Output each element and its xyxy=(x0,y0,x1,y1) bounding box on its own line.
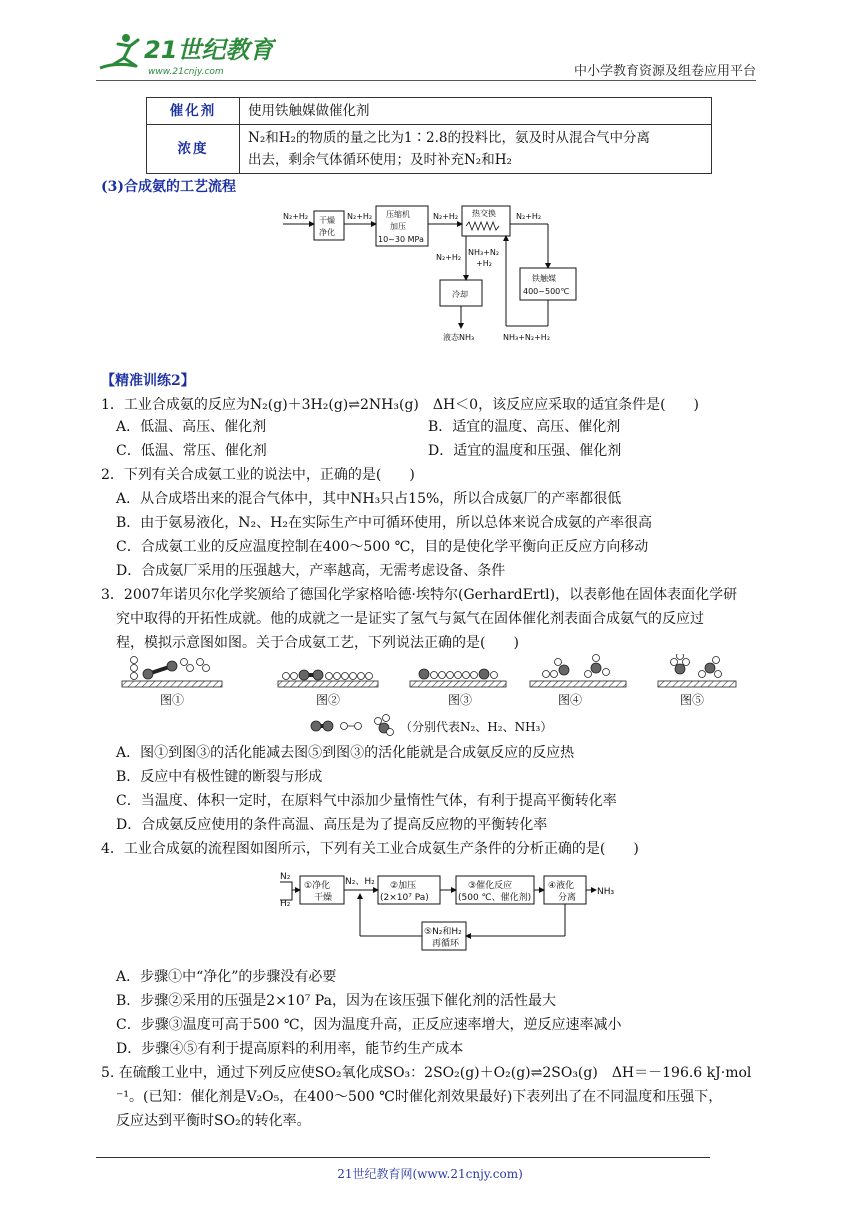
flow-label: N₂+H₂ xyxy=(436,253,462,262)
flow-label: 加压 xyxy=(390,222,406,231)
flow-label: ⑤N₂和H₂ xyxy=(424,927,462,937)
svg-text:21世纪教育: 21世纪教育 xyxy=(144,36,274,64)
q4-option-b[interactable]: B．步骤②采用的压强是2×10⁷ Pa，因为在该压强下催化剂的活性最大 xyxy=(116,993,556,1009)
question-3-stem: 3．2007年诺贝尔化学奖颁给了德国化学家格哈德·埃特尔(GerhardErtl)，以表彰他在固体表面化学研 xyxy=(101,587,738,603)
flow-label: ①净化 xyxy=(304,881,331,891)
q3-option-d[interactable]: D．合成氨反应使用的条件高温、高压是为了提高反应物的平衡转化率 xyxy=(116,817,548,833)
flow-label: N₂ xyxy=(280,872,291,882)
section-title: (3)合成氨的工艺流程 xyxy=(101,179,236,195)
flow-label: 干燥 xyxy=(319,216,335,225)
flow-label: 铁触媒 xyxy=(532,274,556,283)
catalyst-surface xyxy=(410,681,506,687)
flow-label: 10~30 MPa xyxy=(378,235,424,244)
flow-label: H₂ xyxy=(280,899,291,909)
flow-label: 热交换 xyxy=(472,209,496,218)
flow-label: 冷却 xyxy=(452,290,468,299)
q1-option-d[interactable]: D．适宜的温度和压强、催化剂 xyxy=(428,443,622,459)
practice-title: 【精准训练2】 xyxy=(101,373,195,389)
question-5-stem: 5. 在硫酸工业中，通过下列反应使SO₂氧化成SO₃：2SO₂(g)＋O₂(g)⇌2SO₃(g) ΔH＝－196.6 kJ·mol xyxy=(101,1065,752,1081)
table-cell-line: N₂和H₂的物质的量之比为1∶2.8的投料比，氨及时从混合气中分离 xyxy=(248,130,650,146)
flow-label: 400~500℃ xyxy=(523,287,570,296)
question-5-stem: ⁻¹。(已知：催化剂是V₂O₅，在400～500 ℃时催化剂效果最好)下表列出了在不同温度和压强下， xyxy=(116,1089,723,1105)
flow-label: N₂+H₂ xyxy=(516,212,542,221)
flow-label: NH₃+N₂+H₂ xyxy=(503,333,551,342)
question-3-stem: 程，模拟示意图如图。关于合成氨工艺，下列说法正确的是( ) xyxy=(116,635,519,651)
flow-label: (2×10⁷ Pa) xyxy=(380,893,429,903)
q4-option-c[interactable]: C．步骤③温度可高于500 ℃，因为温度升高，正反应速率增大，逆反应速率减小 xyxy=(116,1017,622,1033)
table-cell xyxy=(240,125,712,174)
synthesis-flow-diagram xyxy=(270,866,640,956)
flow-label: NH₃+N₂ xyxy=(468,248,500,257)
flow-label: N₂+H₂ xyxy=(433,212,459,221)
flow-label: +H₂ xyxy=(476,259,492,268)
catalyst-surface-figure xyxy=(118,654,742,740)
flow-label: 分离 xyxy=(558,893,577,903)
q2-option-b[interactable]: B．由于氨易液化，N₂、H₂在实际生产中可循环使用，所以总体来说合成氨的产率很高 xyxy=(116,515,652,531)
question-1-stem: 1．工业合成氨的反应为N₂(g)＋3H₂(g)⇌2NH₃(g) ΔH＜0，该反应应采取的适宜条件是( ) xyxy=(101,397,700,413)
table-cell: 使用铁触媒做催化剂 xyxy=(240,98,712,125)
table-row xyxy=(147,98,712,125)
q2-option-a[interactable]: A．从合成塔出来的混合气体中，其中NH₃只占15%，所以合成氨厂的产率都很低 xyxy=(116,491,622,507)
catalyst-surface xyxy=(530,681,626,687)
svg-text:www.21cnjy.com: www.21cnjy.com xyxy=(148,67,224,77)
flow-label: ④液化 xyxy=(548,881,575,891)
q3-option-b[interactable]: B．反应中有极性键的断裂与形成 xyxy=(116,769,323,785)
question-4-stem: 4．工业合成氨的流程图如图所示，下列有关工业合成氨生产条件的分析正确的是( ) xyxy=(101,841,639,857)
table-row xyxy=(147,125,712,174)
platform-name: 中小学教育资源及组卷应用平台 xyxy=(573,64,756,79)
flow-label: ②加压 xyxy=(390,881,417,891)
question-2-stem: 2．下列有关合成氨工业的说法中，正确的是( ) xyxy=(101,467,415,483)
figure-label: 图③ xyxy=(448,693,473,707)
flow-label: 净化 xyxy=(319,228,335,237)
flow-label: N₂+H₂ xyxy=(347,212,373,221)
flow-label: N₂、H₂ xyxy=(345,877,375,887)
footer-divider xyxy=(96,1157,710,1158)
flow-label: ③催化反应 xyxy=(468,881,513,891)
ammonia-process-diagram xyxy=(280,200,600,350)
q1-option-b[interactable]: B．适宜的温度、高压、催化剂 xyxy=(428,419,621,435)
flow-label: 干燥 xyxy=(314,893,333,903)
figure-label: 图① xyxy=(160,693,185,707)
condition-table xyxy=(146,97,712,174)
flow-label: 液态NH₃ xyxy=(443,333,475,342)
table-label: 浓度 xyxy=(147,125,240,174)
figure-label: 图⑤ xyxy=(680,693,705,707)
legend-text: （分别代表N₂、H₂、NH₃） xyxy=(400,720,553,734)
q1-option-a[interactable]: A．低温、高压、催化剂 xyxy=(116,419,267,435)
question-3-stem: 究中取得的开拓性成就。他的成就之一是证实了氢气与氮气在固体催化剂表面合成氨气的反应过 xyxy=(116,611,704,627)
flow-label: NH₃ xyxy=(597,887,615,897)
q4-option-a[interactable]: A．步骤①中“净化”的步骤没有必要 xyxy=(116,969,337,985)
question-5-stem: 反应达到平衡时SO₂的转化率。 xyxy=(116,1113,311,1129)
q2-option-c[interactable]: C．合成氨工业的反应温度控制在400～500 ℃，目的是使化学平衡向正反应方向移动 xyxy=(116,539,649,555)
legend-molecules xyxy=(311,715,394,736)
flow-label: (500 ℃、催化剂) xyxy=(458,893,532,903)
header-divider xyxy=(96,80,756,81)
figure-label: 图④ xyxy=(558,693,583,707)
figure-label: 图② xyxy=(316,693,341,707)
catalyst-surface xyxy=(122,681,222,687)
catalyst-surface xyxy=(278,681,378,687)
site-logo xyxy=(96,28,276,80)
flow-label: N₂+H₂ xyxy=(283,212,309,221)
footer-link[interactable]: 21世纪教育网(www.21cnjy.com) xyxy=(337,1167,523,1181)
q1-option-c[interactable]: C．低温、常压、催化剂 xyxy=(116,443,267,459)
flow-label: 压缩机 xyxy=(386,210,410,219)
table-cell-line: 出去，剩余气体循环使用；及时补充N₂和H₂ xyxy=(248,152,512,168)
flow-label: 再循环 xyxy=(432,939,460,949)
q2-option-d[interactable]: D．合成氨厂采用的压强越大，产率越高，无需考虑设备、条件 xyxy=(116,563,506,579)
q3-option-c[interactable]: C．当温度、体积一定时，在原料气中添加少量惰性气体，有利于提高平衡转化率 xyxy=(116,793,617,809)
catalyst-surface xyxy=(658,681,736,687)
q4-option-d[interactable]: D．步骤④⑤有利于提高原料的利用率，能节约生产成本 xyxy=(116,1041,464,1057)
table-label: 催化剂 xyxy=(147,98,240,125)
q3-option-a[interactable]: A．图①到图③的活化能减去图⑤到图③的活化能就是合成氨反应的反应热 xyxy=(116,745,575,761)
